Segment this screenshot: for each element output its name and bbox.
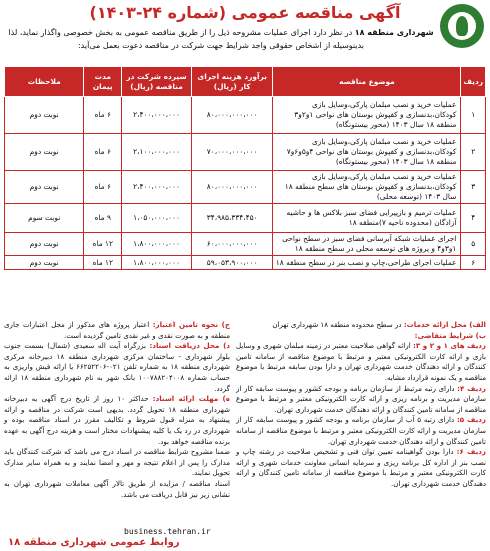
- row-subject: عملیات خرید و نصب مبلمان پارکی،وسایل بازی کودکان،بدنسازی و کفپوش بوستان های نواحی ۴و۵و۶و۷ منطقه ۱۸ سال ۱۴۰۳ (محور بیستونگاه): [273, 134, 461, 171]
- row-deposit: ۱،۰۵۰،۰۰۰،۰۰۰: [122, 204, 192, 233]
- col-header-duration: مدت پیمان: [84, 67, 122, 97]
- row-note: نوبت دوم: [5, 171, 84, 204]
- row-subject: عملیات ترمیم و بازپیرایی فضای سبز بلاکس ها و حاشیه آزادگان (محدوده ناحیه ۷)منطقه ۱۸: [273, 204, 461, 233]
- tenders-table: [4, 66, 486, 270]
- row-duration: ۱۲ ماه: [84, 256, 122, 270]
- row-no: ۲: [461, 134, 486, 171]
- footer: [4, 527, 486, 549]
- row-note: نوبت دوم: [5, 256, 84, 270]
- footer-organization: روابط عمومی شهرداری منطقه ۱۸: [8, 537, 180, 548]
- table-row: [5, 204, 486, 233]
- row-duration: ۶ ماه: [84, 171, 122, 204]
- condition-paragraph: ه) مهلت ارائه اسناد: حداکثر ۱۰ روز از تاریخ درج آگهی به دبیرخانه شهرداری منطقه ۱۸ تحویل گردد. بدیهی است شرکت در مناقصه و ارائه پیشنهاد به منزله قبول شروط و تکالیف مقرر در اسناد مناقصه بوده و شهرداری در رد یک یا کلیه پیشنهادات مختار است و هزینه درج آگهی به عهده برنده مناقصه خواهد بود.: [4, 394, 230, 446]
- condition-paragraph: الف) محل ارائه خدمات: در سطح محدوده منطقه ۱۸ شهرداری تهران: [272, 320, 486, 329]
- row-deposit: ۲،۱۰۰،۰۰۰،۰۰۰: [122, 134, 192, 171]
- row-deposit: ۱،۸۰۰،۰۰۰،۰۰۰: [122, 256, 192, 270]
- website-link[interactable]: business.tehran.ir: [124, 527, 211, 536]
- row-note: نوبت دوم: [5, 97, 84, 134]
- condition-paragraph: اسناد مناقصه / مزایده از طریق تالار آگهی معاملات شهرداری تهران به نشانی زیر نیز قابل دریافت می باشد.: [4, 478, 230, 499]
- tehran-municipality-logo-icon: [440, 4, 484, 48]
- row-estimate: ۳۴،۹۸۵،۳۳۴،۴۵۰: [191, 204, 273, 233]
- row-note: نوبت دوم: [5, 233, 84, 256]
- condition-paragraph: ردیف ۵: دارای رتبه ۵ آب از سازمان برنامه و بودجه کشور و پیوست سابقه کار از سازمان مدیریت و ارائه کارت الکترونیکی معتبر و مرتبط با موضوع مناقصه از سامانه تامین کنندگان و ارائه دهندگان خدمت شهرداری تهران.: [236, 415, 486, 446]
- condition-paragraph: ب) شرایط متقاضی:: [414, 330, 486, 340]
- row-deposit: ۱،۸۰۰،۰۰۰،۰۰۰: [122, 233, 192, 256]
- row-duration: ۱۲ ماه: [84, 233, 122, 256]
- row-subject: اجرای عملیات شبکه آبرسانی فضای سبز در سطح نواحی ۱و۳و۴ و پروژه های توسعه محلی در سطح منطقه ۱۸: [273, 233, 461, 256]
- col-header-deposit: سپرده شرکت در مناقصه (ریال): [122, 67, 192, 97]
- table-row: [5, 134, 486, 171]
- row-estimate: ۷۰،۰۰۰،۰۰۰،۰۰۰: [191, 134, 273, 171]
- row-subject: عملیات خرید و نصب مبلمان پارکی،وسایل بازی کودکان،بدنسازی و کفپوش بوستان های سطح منطقه ۱۸ سال ۱۴۰۳ (توسعه محلی): [273, 171, 461, 204]
- logo-leaf: [456, 16, 468, 36]
- condition-paragraph: ضمنا مشروح شرایط مناقصه در اسناد درج می باشد که شرکت کنندگان باید مدارک را پس از اعلام نتیجه و مهر و امضا نمایند و به همراه سایر مدارک تحویل نمایند.: [4, 447, 230, 478]
- col-header-note: ملاحظات: [5, 67, 84, 97]
- conditions-right-column: [236, 320, 486, 525]
- row-deposit: ۲،۴۰۰،۰۰۰،۰۰۰: [122, 97, 192, 134]
- row-no: ۴: [461, 204, 486, 233]
- row-note: نوبت سوم: [5, 204, 84, 233]
- condition-paragraph: ردیف ۴: دارای رتبه مرتبط از سازمان برنامه و بودجه کشور و پیوست سابقه کار از سازمان مدیریت و برنامه ریزی و ارائه کارت الکترونیکی معتبر و مرتبط با موضوع مناقصه از سامانه تامین کنندگان و ارائه دهندگان خدمت شهرداری تهران.: [236, 383, 486, 414]
- condition-paragraph: ج) نحوه تامین اعتبار: اعتبار پروژه های مذکور از محل اعتبارات جاری منطقه و به صورت نقدی و غیر نقدی تامین گردیده است.: [4, 320, 230, 340]
- col-header-subject: موضوع مناقصه: [273, 67, 461, 97]
- row-estimate: ۸۰،۰۰۰،۰۰۰،۰۰۰: [191, 171, 273, 204]
- row-duration: ۶ ماه: [84, 134, 122, 171]
- table-row: [5, 256, 486, 270]
- row-no: ۳: [461, 171, 486, 204]
- table-row: [5, 233, 486, 256]
- row-estimate: ۸۰،۰۰۰،۰۰۰،۰۰۰: [191, 97, 273, 134]
- condition-paragraph: ردیف ۶: دارا بودن گواهینامه تعیین توان فنی و تشخیص صلاحیت در رشته چاپ و نصب بنر از اداره کل برنامه ریزی و سرمایه انسانی معاونت خدمات شهری و ارائه کارت الکترونیکی معتبر و مرتبط با موضوع مناقصه از سامانه تامین کنندگان و ارائه دهندگان خدمت شهرداری تهران.: [236, 447, 486, 488]
- intro-org: شهرداری منطقه ۱۸: [354, 28, 434, 37]
- col-header-estimate: برآورد هزینه اجرای کار (ریال): [191, 67, 273, 97]
- condition-paragraph: د) محل دریافت اسناد: بزرگراه آیت اله سعیدی (شمال) بسمت جنوب بلوار شهرداری - ساختمان مرکزی شهرداری منطقه ۱۸ دبیرخانه مرکزی شهرداری منطقه ۱۸ به شماره تلفن ۰۲۱-۶۶۲۵۲۲۰۶ یا ارائه فیش واریزی به حساب شماره ۱۰۰۷۸۸۲۰۴۰۰۸ بانک شهر به نام شهرداری منطقه ۱۸ ارائه گردد.: [4, 341, 230, 393]
- row-deposit: ۲،۴۰۰،۰۰۰،۰۰۰: [122, 171, 192, 204]
- row-no: ۶: [461, 256, 486, 270]
- row-no: ۱: [461, 97, 486, 134]
- row-duration: ۹ ماه: [84, 204, 122, 233]
- row-estimate: ۶۰،۰۰۰،۰۰۰،۰۰۰: [191, 233, 273, 256]
- table-header-row: [5, 67, 486, 97]
- row-estimate: ۵۹،۰۵۳،۹۰۰،۰۰۰: [191, 256, 273, 270]
- row-duration: ۶ ماه: [84, 97, 122, 134]
- row-note: نوبت دوم: [5, 134, 84, 171]
- row-subject: عملیات خرید و نصب مبلمان پارکی،وسایل بازی کودکان،بدنسازی و کفپوش بوستان های نواحی ۱و۲و۳ منطقه ۱۸ سال ۱۴۰۳ (محور بیستونگاه): [273, 97, 461, 134]
- intro-text: [8, 26, 434, 52]
- page-title: آگهی مناقصه عمومی (شماره ۲۴-۱۴۰۳): [89, 3, 401, 22]
- row-subject: عملیات اجرای طراحی،چاپ و نصب بنر در سطح منطقه ۱۸: [273, 256, 461, 270]
- conditions-left-column: [4, 320, 230, 525]
- table-row: [5, 97, 486, 134]
- col-header-no: ردیف: [461, 67, 486, 97]
- condition-paragraph: ردیف های ۱ و ۲ و ۳: ارائه گواهی صلاحیت معتبر در زمینه مبلمان شهری و وسایل بازی و ارائه کارت الکترونیکی معتبر و مرتبط با موضوع مناقصه از سامانه تامین کنندگان و ارائه دهندگان خدمت شهرداری تهران و دارا بودن سابقه مرتبط با موضوع مناقصه و یک نمونه قرارداد مشابه.: [236, 341, 486, 382]
- intro-body: در نظر دارد اجرای عملیات مشروحه ذیل را از طریق مناقصه عمومی به بخش خصوصی واگذار نماید، لذا بدینوسیله از اشخاص حقوقی واجد شرایط جهت شرکت در مناقصه دعوت بعمل می‌آید:: [8, 28, 364, 50]
- row-no: ۵: [461, 233, 486, 256]
- header: [0, 0, 490, 66]
- conditions-text: [4, 320, 486, 525]
- table-row: [5, 171, 486, 204]
